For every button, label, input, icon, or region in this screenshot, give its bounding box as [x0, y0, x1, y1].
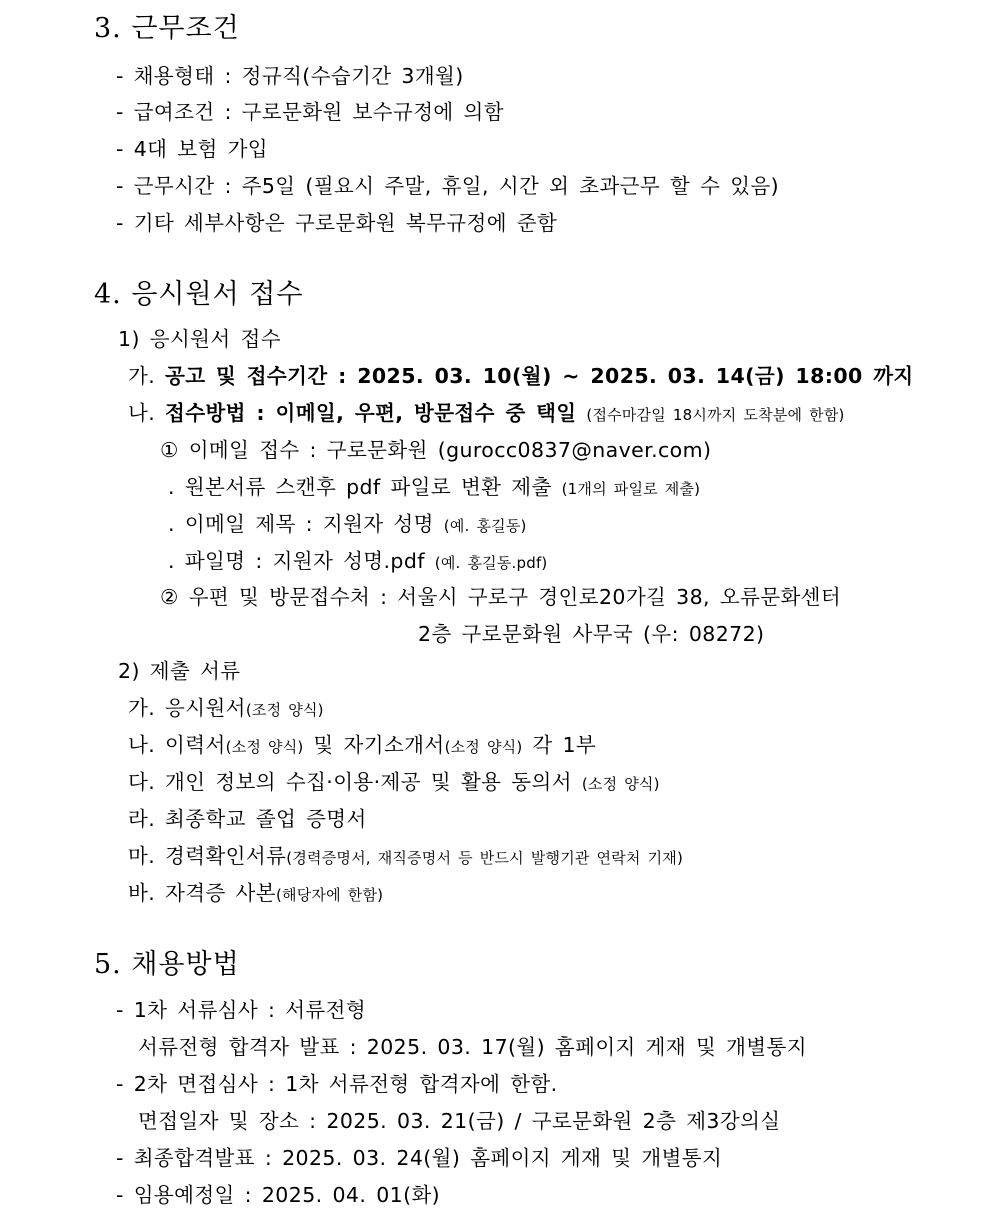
application-method-note: (접수마감일 18시까지 도착분에 한함): [586, 406, 845, 424]
document-item: 라. 최종학교 졸업 증명서: [128, 807, 367, 831]
document-item: [128, 839, 683, 869]
document-item-text: 바. 자격증 사본: [128, 881, 276, 905]
document-item-note: (소정 양식): [581, 775, 660, 793]
email-detail: [168, 544, 548, 574]
document-item: [128, 765, 660, 795]
sub2-heading: 2) 제출 서류: [118, 659, 241, 683]
section-3-item: - 4대 보험 가입: [116, 137, 269, 161]
document-item: [128, 691, 324, 721]
email-detail: [168, 470, 700, 500]
email-detail-text: . 이메일 제목 : 지원자 성명: [168, 512, 434, 536]
application-method: [128, 396, 845, 426]
email-detail-text: . 파일명 : 지원자 성명.pdf: [168, 549, 425, 573]
email-detail-note: (예. 홍길동.pdf): [434, 554, 548, 572]
section-3-item: - 기타 세부사항은 구로문화원 복무규정에 준함: [116, 211, 558, 235]
label-prefix: 나.: [128, 401, 166, 425]
document-item-note: (소정 양식): [225, 738, 304, 756]
section-3-title: 3. 근무조건: [94, 13, 240, 44]
section-3-item: - 근무시간 : 주5일 (필요시 주말, 휴일, 시간 외 초과근무 할 수 있음): [116, 174, 780, 198]
section-5-line: 서류전형 합격자 발표 : 2025. 03. 17(월) 홈페이지 게재 및 개별통지: [138, 1035, 807, 1059]
document-item: [128, 876, 383, 906]
post-submission-address: 2층 구로문화원 사무국 (우: 08272): [418, 622, 765, 646]
email-detail: [168, 507, 527, 537]
section-3-item: - 급여조건 : 구로문화원 보수규정에 의함: [116, 100, 504, 124]
section-4-title: 4. 응시원서 접수: [94, 279, 304, 310]
sub1-heading: 1) 응시원서 접수: [118, 327, 281, 351]
document-item-note: (소정 양식): [444, 738, 523, 756]
section-5-line: - 최종합격발표 : 2025. 03. 24(월) 홈페이지 게재 및 개별통지: [116, 1146, 723, 1170]
section-5-line: 면접일자 및 장소 : 2025. 03. 21(금) / 구로문화원 2층 제3강의실: [138, 1109, 781, 1133]
section-3-item: - 채용형태 : 정규직(수습기간 3개월): [116, 64, 464, 88]
document-item-text: 다. 개인 정보의 수집·이용·제공 및 활용 동의서: [128, 770, 582, 794]
label-prefix: 가.: [128, 364, 166, 388]
document-item-text: 마. 경력확인서류: [128, 844, 287, 868]
application-period-text: 공고 및 접수기간 : 2025. 03. 10(월) ~ 2025. 03. 14(금) 18:00 까지: [165, 364, 914, 388]
document-item-note: (해당자에 한함): [275, 886, 384, 904]
post-submission: ② 우편 및 방문접수처 : 서울시 구로구 경인로20가길 38, 오류문화센터: [160, 585, 842, 609]
document-item-text: 및 자기소개서: [303, 733, 445, 757]
email-submission: ① 이메일 접수 : 구로문화원 (gurocc0837@naver.com): [160, 438, 712, 462]
email-detail-note: (1개의 파일로 제출): [561, 480, 701, 498]
section-5-line: - 2차 면접심사 : 1차 서류전형 합격자에 한함.: [116, 1072, 558, 1096]
document-item-note: (경력증명서, 재직증명서 등 반드시 발행기관 연락처 기재): [286, 849, 684, 867]
section-5-line: - 1차 서류심사 : 서류전형: [116, 998, 367, 1022]
application-method-text: 접수방법 : 이메일, 우편, 방문접수 중 택일: [165, 401, 577, 425]
email-detail-note: (예. 홍길동): [443, 517, 527, 535]
document-item-note: (조정 양식): [245, 701, 324, 719]
section-5-title: 5. 채용방법: [94, 949, 240, 980]
application-period: [128, 359, 914, 389]
document-item-text: 가. 응시원서: [128, 696, 246, 720]
document-item-text: 나. 이력서: [128, 733, 226, 757]
email-detail-text: . 원본서류 스캔후 pdf 파일로 변환 제출: [168, 475, 552, 499]
document-item-text: 각 1부: [522, 733, 597, 757]
document-item: [128, 728, 596, 758]
section-5-line: - 임용예정일 : 2025. 04. 01(화): [116, 1183, 441, 1207]
